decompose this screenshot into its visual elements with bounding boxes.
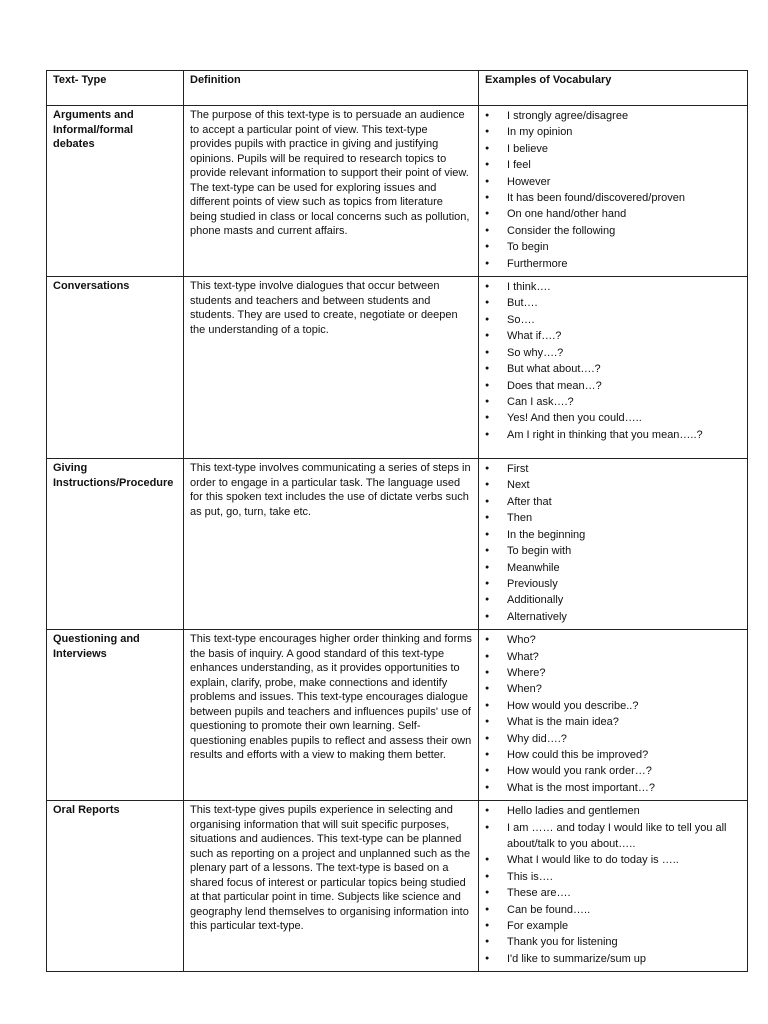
- table-row: [47, 277, 748, 459]
- vocab-item: ● What if….?: [485, 328, 741, 344]
- vocab-item: ● Then: [485, 510, 741, 526]
- row-definition: This text-type involve dialogues that occur between students and teachers and between students and students. They are used to create, negotiate or deepen the understanding of a topic.: [184, 277, 479, 459]
- row-text-type: Oral Reports: [47, 801, 184, 972]
- vocab-item: ● Who?: [485, 632, 741, 648]
- vocab-item: ● When?: [485, 681, 741, 697]
- vocab-item: ● Alternatively: [485, 609, 741, 625]
- vocab-item: ● These are….: [485, 885, 741, 901]
- row-examples: [479, 277, 748, 459]
- vocab-list: [485, 632, 741, 796]
- vocab-item: ● So why….?: [485, 345, 741, 361]
- vocab-item: ● This is….: [485, 869, 741, 885]
- vocab-item: ● On one hand/other hand: [485, 206, 741, 222]
- row-definition: This text-type involves communicating a series of steps in order to engage in a particular task. The language used for this spoken text includes the use of dictate verbs such as put, go, turn, take etc.: [184, 459, 479, 630]
- vocab-item: ● What is the main idea?: [485, 714, 741, 730]
- vocab-item: ● How would you rank order…?: [485, 763, 741, 779]
- row-text-type: Questioning and Interviews: [47, 630, 184, 801]
- vocab-item: ● But….: [485, 295, 741, 311]
- vocab-item: ● Thank you for listening: [485, 934, 741, 950]
- vocab-item: ● Am I right in thinking that you mean…..?: [485, 427, 741, 443]
- vocab-list: [485, 108, 741, 272]
- table-row: [47, 801, 748, 972]
- vocab-item: ● In the beginning: [485, 527, 741, 543]
- row-definition: The purpose of this text-type is to persuade an audience to accept a particular point of view. This text-type provides pupils with practice in giving and justifying opinions. Pupils will be required to research topics to provide relevant information to support their point of view. The text-type can be used for exploring issues and different points of view such as topics from literature being studied in class or local concerns such as pollution, phone masts and current affairs.: [184, 106, 479, 277]
- table-row: [47, 630, 748, 801]
- vocab-item: ● I strongly agree/disagree: [485, 108, 741, 124]
- vocab-item: ● Meanwhile: [485, 560, 741, 576]
- vocab-item: ● What?: [485, 649, 741, 665]
- vocab-list: [485, 279, 741, 443]
- vocab-item: ● Yes! And then you could…..: [485, 410, 741, 426]
- row-definition: This text-type gives pupils experience in selecting and organising information that will suit specific purposes, situations and audiences. This text-type can be planned such as reporting on a project and unplanned such as the plenary part of a lessons. The text-type is based on a shared focus of interest or particular topics being studied at that particular point in time. Subjects like science and geography lend themselves to organising information into this particular text-type.: [184, 801, 479, 972]
- vocab-item: ● Does that mean…?: [485, 378, 741, 394]
- row-text-type: Arguments and Informal/formal debates: [47, 106, 184, 277]
- row-text-type: Conversations: [47, 277, 184, 459]
- row-examples: [479, 630, 748, 801]
- vocab-item: ● Previously: [485, 576, 741, 592]
- header-text-type: Text- Type: [47, 71, 184, 106]
- header-definition: Definition: [184, 71, 479, 106]
- vocab-item: ● How would you describe..?: [485, 698, 741, 714]
- vocab-item: ● For example: [485, 918, 741, 934]
- vocab-item: ● After that: [485, 494, 741, 510]
- vocab-item: ● I believe: [485, 141, 741, 157]
- row-examples: [479, 801, 748, 972]
- vocab-item: ● I'd like to summarize/sum up: [485, 951, 741, 967]
- vocab-list: [485, 803, 741, 967]
- vocab-item: ● I think….: [485, 279, 741, 295]
- vocab-list: [485, 461, 741, 625]
- vocab-item: ● I feel: [485, 157, 741, 173]
- vocab-item: ● What I would like to do today is …..: [485, 852, 741, 868]
- vocab-item: ● What is the most important…?: [485, 780, 741, 796]
- row-examples: [479, 459, 748, 630]
- vocab-item: ● To begin: [485, 239, 741, 255]
- row-text-type: Giving Instructions/Procedure: [47, 459, 184, 630]
- vocab-item: ● So….: [485, 312, 741, 328]
- vocab-item: ● I am …… and today I would like to tell you all about/talk to you about…..: [485, 820, 741, 853]
- header-examples: Examples of Vocabulary: [479, 71, 748, 106]
- table-header-row: [47, 71, 748, 106]
- vocab-item: ● However: [485, 174, 741, 190]
- table-row: [47, 459, 748, 630]
- vocab-item: ● But what about….?: [485, 361, 741, 377]
- vocab-item: ● How could this be improved?: [485, 747, 741, 763]
- vocab-item: ● Can be found…..: [485, 902, 741, 918]
- vocab-item: ● Additionally: [485, 592, 741, 608]
- row-examples: [479, 106, 748, 277]
- vocab-item: ● Where?: [485, 665, 741, 681]
- vocab-item: ● Why did….?: [485, 731, 741, 747]
- vocab-item: ● Consider the following: [485, 223, 741, 239]
- vocab-item: ● First: [485, 461, 741, 477]
- vocab-item: ● Next: [485, 477, 741, 493]
- vocab-item: ● To begin with: [485, 543, 741, 559]
- vocab-item: ● Can I ask….?: [485, 394, 741, 410]
- text-type-table: [46, 70, 748, 972]
- table-row: [47, 106, 748, 277]
- vocab-item: ● Hello ladies and gentlemen: [485, 803, 741, 819]
- vocab-item: ● In my opinion: [485, 124, 741, 140]
- vocab-item: ● It has been found/discovered/proven: [485, 190, 741, 206]
- vocab-item: ● Furthermore: [485, 256, 741, 272]
- row-definition: This text-type encourages higher order thinking and forms the basis of inquiry. A good standard of this text-type enhances understanding, as it provides opportunities to explain, clarify, probe, make connections and identify problems and issues. This text-type encourages dialogue between pupils and teachers and influences pupils' use of questioning to promote their own learning. Self-questioning enables pupils to reflect and assess their own results and efforts with a view to making them better.: [184, 630, 479, 801]
